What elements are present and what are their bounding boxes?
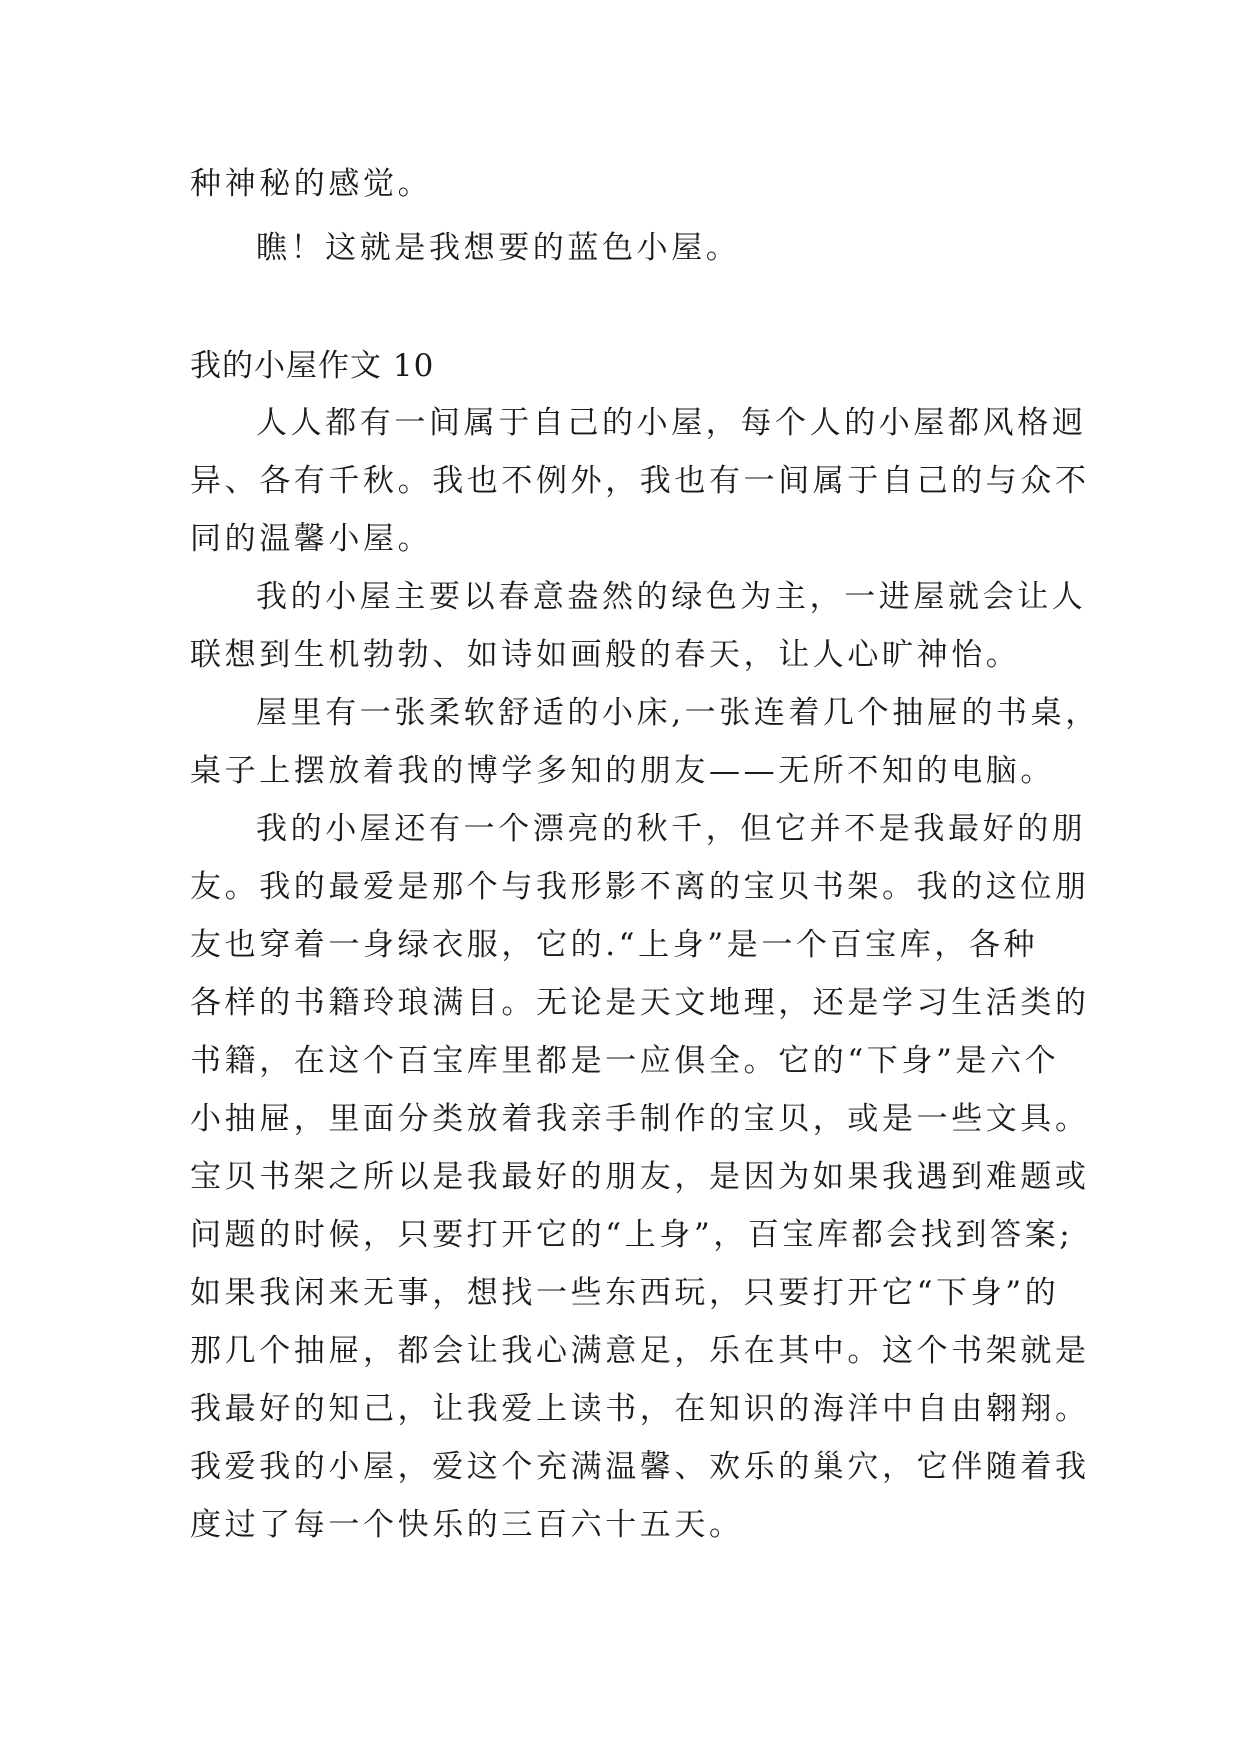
text-line: 人人都有一间属于自己的小屋，每个人的小屋都风格迥 xyxy=(256,405,1087,441)
text-line: 屋里有一张柔软舒适的小床,一张连着几个抽屉的书桌， xyxy=(256,695,1100,731)
text-line: 友。我的最爱是那个与我形影不离的宝贝书架。我的这位朋 xyxy=(190,869,1090,905)
text-line: 那几个抽屉，都会让我心满意足，乐在其中。这个书架就是 xyxy=(190,1333,1090,1369)
text-line: 我的小屋主要以春意盎然的绿色为主，一进屋就会让人 xyxy=(256,579,1087,615)
text-line: 桌子上摆放着我的博学多知的朋友——无所不知的电脑。 xyxy=(190,753,1055,789)
text-line: 我最好的知己，让我爱上读书，在知识的海洋中自由翱翔。 xyxy=(190,1391,1090,1427)
text-line: 我爱我的小屋，爱这个充满温馨、欢乐的巢穴，它伴随着我 xyxy=(190,1449,1090,1485)
text-line: 种神秘的感觉。 xyxy=(190,166,433,202)
text-line: 如果我闲来无事，想找一些东西玩，只要打开它“下身”的 xyxy=(190,1275,1060,1311)
section-title: 我的小屋作文 10 xyxy=(190,348,435,384)
text-line: 瞧！这就是我想要的蓝色小屋。 xyxy=(256,230,741,266)
text-line: 同的温馨小屋。 xyxy=(190,521,433,557)
text-line: 友也穿着一身绿衣服，它的.“上身”是一个百宝库，各种 xyxy=(190,927,1039,963)
text-line: 问题的时候，只要打开它的“上身”，百宝库都会找到答案; xyxy=(190,1217,1074,1253)
text-line: 小抽屉，里面分类放着我亲手制作的宝贝，或是一些文具。 xyxy=(190,1101,1090,1137)
text-line: 宝贝书架之所以是我最好的朋友，是因为如果我遇到难题或 xyxy=(190,1159,1090,1195)
text-line: 各样的书籍玲琅满目。无论是天文地理，还是学习生活类的 xyxy=(190,985,1090,1021)
text-line: 异、各有千秋。我也不例外，我也有一间属于自己的与众不 xyxy=(190,463,1090,499)
text-line: 联想到生机勃勃、如诗如画般的春天，让人心旷神怡。 xyxy=(190,637,1021,673)
text-line: 度过了每一个快乐的三百六十五天。 xyxy=(190,1507,744,1543)
text-line: 我的小屋还有一个漂亮的秋千，但它并不是我最好的朋 xyxy=(256,811,1087,847)
text-line: 书籍，在这个百宝库里都是一应俱全。它的“下身”是六个 xyxy=(190,1043,1060,1079)
